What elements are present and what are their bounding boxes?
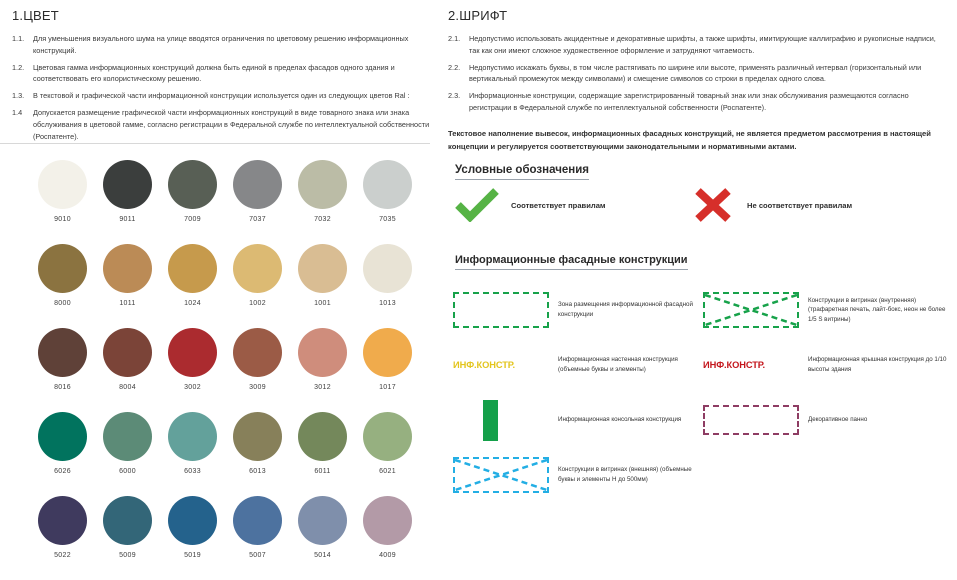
swatch-label: 6011 bbox=[314, 468, 331, 475]
swatch-1017 bbox=[355, 328, 420, 391]
clause-1-1 bbox=[12, 33, 430, 57]
clause-1-3 bbox=[12, 90, 430, 102]
font-section-note: Текстовое наполнение вывесок, информационных фасадных конструкций, не является предметом рассмотрения в настоящей концепции и регулируется соответствующими законодательными и нормативными актами. bbox=[448, 128, 931, 152]
swatch-5014 bbox=[290, 496, 355, 559]
swatch-color-dot bbox=[233, 412, 282, 461]
swatch-label: 1024 bbox=[184, 300, 201, 307]
noncompliant-label: Не соответствует правилам bbox=[747, 200, 853, 210]
swatch-6026 bbox=[30, 412, 95, 475]
swatch-6000 bbox=[95, 412, 160, 475]
legend-heading-wrap bbox=[455, 160, 815, 180]
swatch-3002 bbox=[160, 328, 225, 391]
clause-number: 2.3. bbox=[448, 91, 461, 101]
swatch-5009 bbox=[95, 496, 160, 559]
swatch-row bbox=[30, 244, 420, 307]
swatch-color-dot bbox=[233, 328, 282, 377]
swatch-6033 bbox=[160, 412, 225, 475]
construction-label: Информационная консольная конструкция bbox=[558, 416, 682, 424]
swatch-label: 8016 bbox=[54, 384, 71, 391]
swatch-row bbox=[30, 412, 420, 475]
clause-2-3 bbox=[448, 90, 948, 114]
swatch-color-dot bbox=[168, 244, 217, 293]
swatch-label: 7009 bbox=[184, 216, 201, 223]
swatch-color-dot bbox=[103, 412, 152, 461]
construction-roof-sign-item bbox=[703, 343, 953, 387]
checkmark-icon bbox=[455, 188, 499, 222]
section-font-title: 2.ШРИФТ bbox=[448, 8, 508, 23]
inf-konstr-red-icon bbox=[703, 360, 806, 370]
construction-decorative-panel-item bbox=[703, 398, 953, 442]
section-color bbox=[12, 8, 430, 148]
swatch-label: 9011 bbox=[119, 216, 136, 223]
swatch-label: 3002 bbox=[184, 384, 201, 391]
swatch-label: 6000 bbox=[119, 468, 136, 475]
swatch-color-dot bbox=[298, 244, 347, 293]
green-bar-icon bbox=[453, 400, 556, 441]
swatch-color-dot bbox=[298, 412, 347, 461]
constructions-heading: Информационные фасадные конструкции bbox=[455, 254, 688, 270]
compliant-item bbox=[455, 188, 691, 222]
swatch-label: 8000 bbox=[54, 300, 71, 307]
swatch-label: 7035 bbox=[379, 216, 396, 223]
swatch-color-dot bbox=[168, 412, 217, 461]
construction-label: Конструкции в витринах (внешняя) (объемные буквы и элементы Н до 500мм) bbox=[558, 466, 692, 483]
swatch-color-dot bbox=[298, 496, 347, 545]
ral-color-swatch-grid bbox=[30, 160, 420, 580]
legend-heading: Условные обозначения bbox=[455, 164, 589, 180]
swatch-color-dot bbox=[168, 160, 217, 209]
clause-1-2 bbox=[12, 62, 430, 86]
swatch-label: 4009 bbox=[379, 552, 396, 559]
swatch-1001 bbox=[290, 244, 355, 307]
constructions-column-right bbox=[703, 288, 953, 508]
swatch-1011 bbox=[95, 244, 160, 307]
clause-number: 1.3. bbox=[12, 91, 25, 101]
clause-text: Допускается размещение графической части информационных конструкций в виде товарного знака или знака обслуживания в цветовой гамме, согласно регистрации в Федеральной службе по интеллектуальной собственности (Роспатенте). bbox=[33, 108, 430, 141]
swatch-color-dot bbox=[363, 160, 412, 209]
swatch-7037 bbox=[225, 160, 290, 223]
swatch-color-dot bbox=[38, 496, 87, 545]
swatch-6013 bbox=[225, 412, 290, 475]
swatch-5022 bbox=[30, 496, 95, 559]
swatch-label: 7032 bbox=[314, 216, 331, 223]
swatch-label: 6021 bbox=[379, 468, 396, 475]
swatch-label: 6033 bbox=[184, 468, 201, 475]
swatch-color-dot bbox=[233, 160, 282, 209]
swatch-color-dot bbox=[363, 328, 412, 377]
swatch-4009 bbox=[355, 496, 420, 559]
noncompliant-item bbox=[691, 188, 852, 222]
swatch-color-dot bbox=[103, 160, 152, 209]
construction-label: Зона размещения информационной фасадной конструкции bbox=[558, 301, 693, 318]
swatch-row bbox=[30, 328, 420, 391]
clause-text: Для уменьшения визуального шума на улице вводятся ограничения по цветовому решению информационных конструкций. bbox=[33, 34, 409, 55]
swatch-color-dot bbox=[233, 496, 282, 545]
swatch-label: 1002 bbox=[249, 300, 266, 307]
swatch-3012 bbox=[290, 328, 355, 391]
section-color-title: 1.ЦВЕТ bbox=[12, 8, 59, 23]
construction-showcase-inner-item bbox=[703, 288, 953, 332]
clause-text: Недопустимо использовать акцидентные и декоративные шрифты, а также шрифты, имитирующие каллиграфию и рукописные надписи, так как они имеют сложное художественное оформление и затрудняют читаемость. bbox=[469, 34, 936, 55]
swatch-color-dot bbox=[298, 328, 347, 377]
cross-icon bbox=[691, 188, 735, 222]
swatch-label: 9010 bbox=[54, 216, 71, 223]
dashed-rect-x-cyan-icon bbox=[453, 457, 556, 493]
construction-label: Информационная настенная конструкция (объемные буквы и элементы) bbox=[558, 356, 678, 373]
swatch-label: 8004 bbox=[119, 384, 136, 391]
clause-number: 1.2. bbox=[12, 62, 25, 72]
compliance-legend-row bbox=[455, 188, 945, 222]
clause-text: Цветовая гамма информационных конструкций должна быть единой в пределах фасадов одного здания и соответствовать его колористическому решению. bbox=[33, 62, 395, 84]
dashed-rect-purple-icon bbox=[703, 405, 806, 435]
swatch-5019 bbox=[160, 496, 225, 559]
clause-2-1 bbox=[448, 33, 948, 57]
swatch-6011 bbox=[290, 412, 355, 475]
construction-label: Декоративное панно bbox=[808, 416, 868, 424]
swatch-label: 1011 bbox=[119, 300, 136, 307]
swatch-color-dot bbox=[38, 328, 87, 377]
construction-label: Конструкции в витринах (внутренняя) (трафаретная печать, лайт-бокс, неон не более 1/5 S витрины) bbox=[808, 296, 946, 323]
swatch-color-dot bbox=[168, 496, 217, 545]
swatch-7009 bbox=[160, 160, 225, 223]
constructions-legend-grid bbox=[453, 288, 953, 508]
swatch-label: 5014 bbox=[314, 552, 331, 559]
swatch-label: 5009 bbox=[119, 552, 136, 559]
construction-label: Информационная крышная конструкция до 1/10 высоты здания bbox=[808, 356, 947, 373]
swatch-color-dot bbox=[103, 244, 152, 293]
swatch-label: 5022 bbox=[54, 552, 71, 559]
construction-zone-item bbox=[453, 288, 703, 332]
clause-text: В текстовой и графической части информационной конструкции используется один из следующих цветов Ral : bbox=[33, 91, 410, 101]
swatch-1002 bbox=[225, 244, 290, 307]
swatch-color-dot bbox=[168, 328, 217, 377]
constructions-heading-wrap bbox=[455, 250, 815, 270]
swatch-7035 bbox=[355, 160, 420, 223]
swatch-8000 bbox=[30, 244, 95, 307]
swatch-color-dot bbox=[298, 160, 347, 209]
inf-konstr-gold-icon bbox=[453, 360, 556, 370]
construction-showcase-outer-item bbox=[453, 453, 703, 497]
construction-wall-sign-item bbox=[453, 343, 703, 387]
swatch-label: 1017 bbox=[379, 384, 396, 391]
swatch-1024 bbox=[160, 244, 225, 307]
inf-konstr-gold-text: ИНФ.КОНСТР. bbox=[453, 360, 515, 370]
swatch-label: 3012 bbox=[314, 384, 331, 391]
section-font bbox=[448, 8, 948, 153]
swatch-label: 1013 bbox=[379, 300, 396, 307]
swatch-color-dot bbox=[103, 328, 152, 377]
swatch-9010 bbox=[30, 160, 95, 223]
swatch-label: 6013 bbox=[249, 468, 266, 475]
swatch-label: 5019 bbox=[184, 552, 201, 559]
constructions-column-left bbox=[453, 288, 703, 508]
swatch-row bbox=[30, 496, 420, 559]
clause-number: 1.1. bbox=[12, 34, 25, 43]
horizontal-divider bbox=[0, 143, 430, 144]
swatch-color-dot bbox=[233, 244, 282, 293]
swatch-color-dot bbox=[363, 496, 412, 545]
swatch-3009 bbox=[225, 328, 290, 391]
clause-text: Недопустимо искажать буквы, в том числе растягивать по ширине или высоте, применять различный интервал (горизонтальный или вертикальный промежуток между символами) и смещение символов со строки в пределах одного слова. bbox=[469, 62, 922, 84]
construction-console-item bbox=[453, 398, 703, 442]
swatch-label: 5007 bbox=[249, 552, 266, 559]
swatch-8004 bbox=[95, 328, 160, 391]
swatch-label: 6026 bbox=[54, 468, 71, 475]
swatch-color-dot bbox=[38, 412, 87, 461]
swatch-5007 bbox=[225, 496, 290, 559]
swatch-7032 bbox=[290, 160, 355, 223]
swatch-9011 bbox=[95, 160, 160, 223]
swatch-label: 1001 bbox=[314, 300, 331, 307]
clause-2-2 bbox=[448, 62, 948, 86]
clause-text: Информационные конструкции, содержащие зарегистрированный товарный знак или знак обслуживания размещаются согласно регистрации в Федеральной службе по интеллектуальной собственности (Роспатенте). bbox=[469, 91, 909, 113]
dashed-rect-x-green-icon bbox=[703, 292, 806, 328]
swatch-color-dot bbox=[38, 244, 87, 293]
swatch-color-dot bbox=[103, 496, 152, 545]
swatch-color-dot bbox=[363, 244, 412, 293]
dashed-rect-green-icon bbox=[453, 292, 556, 328]
clause-1-4 bbox=[12, 107, 430, 142]
swatch-label: 3009 bbox=[249, 384, 266, 391]
swatch-color-dot bbox=[38, 160, 87, 209]
clause-number: 1.4 bbox=[12, 108, 23, 118]
compliant-label: Соответствует правилам bbox=[511, 200, 606, 210]
swatch-1013 bbox=[355, 244, 420, 307]
swatch-8016 bbox=[30, 328, 95, 391]
swatch-row bbox=[30, 160, 420, 223]
clause-number: 2.2. bbox=[448, 62, 461, 72]
swatch-color-dot bbox=[363, 412, 412, 461]
swatch-6021 bbox=[355, 412, 420, 475]
swatch-label: 7037 bbox=[249, 216, 266, 223]
inf-konstr-red-text: ИНФ.КОНСТР. bbox=[703, 360, 765, 370]
clause-number: 2.1. bbox=[448, 34, 461, 43]
